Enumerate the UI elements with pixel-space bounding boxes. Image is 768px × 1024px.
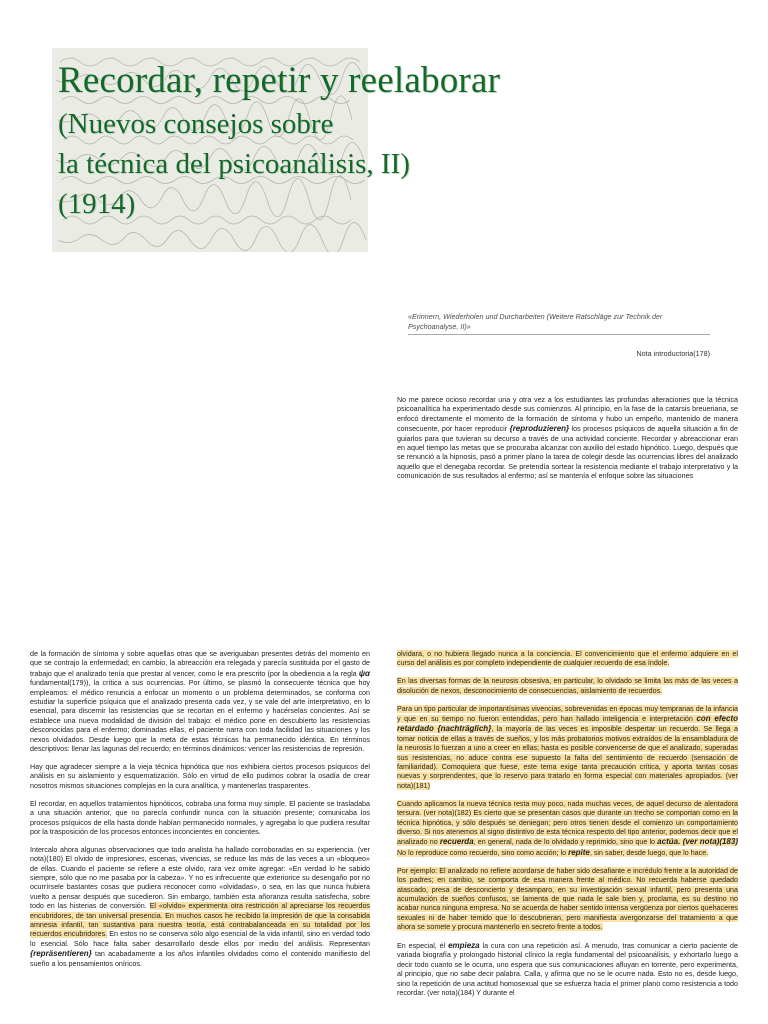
highlighted-passage: El «olvido» experimenta otra restricción al apreciarse los recuerdos encubridores, de tan universal presencia. En muchos casos he recibido la impresión de que la consabida amnesia infantil, tan sustantiva para nuestra teoría, está contrabalanceada en su totalidad por los recuerdos encubridores. bbox=[30, 902, 370, 939]
paragraph-highlighted: En las diversas formas de la neurosis obsesiva, en particular, lo olvidado se limita las más de las veces a disolución de nexos, desconocimiento de consecuencias, aislamiento de recuerdos. bbox=[397, 677, 738, 695]
psi-alpha-symbol: ψα bbox=[358, 668, 370, 678]
emphasis-term: {repräsentieren} bbox=[30, 949, 92, 959]
title-main: Recordar, repetir y reelaborar bbox=[58, 60, 501, 101]
document-title bbox=[58, 60, 500, 222]
title-subtitle-line-1: (Nuevos consejos sobre bbox=[58, 108, 334, 140]
title-subtitle-line-2: la técnica del psicoanálisis, II) bbox=[58, 148, 410, 180]
paragraph-highlighted: Cuando aplicamos la nueva técnica resta muy poco, nada muchas veces, de aquel decurso de alentadora tersura. (ver nota)(182) Es cierto que se presentan casos que durante un trecho se comportan como en la técnica hipnótica, y sólo después se deniegan; pero otros tienen desde el comienzo un comportamiento diverso. Si nos atenemos al signo distintivo de esta técnica respecto del tipo anterior, podemos decir que el analizado no recuerda, en general, nada de lo olvidado y reprimido, sino que lo actúa. (ver nota)(183) No lo reproduce como recuerdo, sino como acción; lo repite, sin saber, desde luego, que lo hace. bbox=[397, 799, 738, 857]
emphasis-term: empieza bbox=[448, 941, 480, 951]
emphasis-term: {reproduzieren} bbox=[509, 424, 570, 434]
right-column bbox=[397, 650, 738, 1007]
paragraph: En especial, él empieza la cura con una repetición así. A menudo, tras comunicar a cierto paciente de variada biografía y prolongado historial clínico la regla fundamental del psicoanálisis, y exhortarlo luego a decir todo cuanto se le ocurra, uno espera que sus comunicaciones afluyan en torrente, pero experimenta, al principio, que no sabe decir palabra. Calla, y afirma que no se le ocurre nada. Esto no es, desde luego, sino la repetición de una actitud homosexual que se esfuerza hacia el primer plano como resistencia a todo recordar. (ver nota)(184) Y durante el bbox=[397, 941, 738, 998]
paragraph-highlighted: Para un tipo particular de importantísimas vivencias, sobrevenidas en épocas muy tempranas de la infancia y que en su tiempo no fueron entendidas, pero han hallado inteligencia e interpretación con efecto retardado {nachträglich}, la mayoría de las veces es imposible despertar un recuerdo. Se llega a tomar noticia de ellas a través de sueños, y los más probatorios motivos extraídos de la ensambladura de la neurosis lo fuerzan a uno a creer en ellas; hasta es posible convencerse de que el analizado, superadas sus resistencias, no aduce contra ese supuesto la falta del sentimiento de recuerdo (sensación de familiaridad). Comoquiera que fuese, este tema exige tanta precaución crítica, y aporta tantas cosas nuevas y sorprendentes, que lo reservo para tratarlo en forma especial con materiales apropiados. (ver nota)(181) bbox=[397, 704, 738, 790]
paragraph: El recordar, en aquellos tratamientos hipnóticos, cobraba una forma muy simple. El paciente se trasladaba a una situación anterior, que no parecía confundir nunca con la situación presente; comunicaba los procesos psíquicos de ella hasta donde habían permanecido normales, y agregaba lo que pudiera resultar por la trasposición de los procesos entonces inconcientes en concientes. bbox=[30, 799, 370, 836]
paragraph-highlighted: olvidara, o no hubiera llegado nunca a la conciencia. El convencimiento que el enfermo adquiere en el curso del análisis es por completo independiente de cualquier recuerdo de esa índole. bbox=[397, 650, 738, 668]
emphasis-term: con efecto retardado {nachträglich} bbox=[397, 714, 738, 734]
paragraph: de la formación de síntoma y sobre aquellas otras que se averiguaban presentes detrás del momento en que se contrajo la enfermedad; en cambio, la abreacción era relegada y parecía sustituida por el gasto de trabajo que el analizado tenía que prestar al vencer, como le era prescrito (por la obediencia a la regla ψα fundamental(179)), la crítica a sus ocurrencias. Por último, se plasmó la consecuente técnica que hoy empleamos: el médico renuncia a enfocar un momento o un problema determinados, se conforma con estudiar la superficie psíquica que el analizado presenta cada vez, y se vale del arte interpretativo, en lo esencial, para discernir las resistencias que se recortan en el enfermo y hacérselas concientes. Así se establece una nueva modalidad de división del trabajo: el médico pone en descubierto las resistencias desconocidas para el enfermo; dominadas ellas, el paciente narra con toda facilidad las situaciones y los nexos olvidados. Desde luego que la meta de estas técnicas ha permanecido idéntica. En términos descriptivos: llenar las lagunas del recuerdo; en términos dinámicos: vencer las resistencias de represión. bbox=[30, 650, 370, 754]
title-year: (1914) bbox=[58, 188, 136, 220]
intro-paragraph: No me parece ocioso recordar una y otra vez a los estudiantes las profundas alteraciones que la técnica psicoanalítica ha experimentado desde sus comienzos. Al principio, en la fase de la catarsis breueriana, se enfocó directamente el momento de la formación de síntoma y hubo un empeño, mantenido de manera consecuente, por hacer reproducir {reproduzieren} los procesos psíquicos de aquella situación a fin de guiarlos para que tuvieran su decurso a través de una actividad conciente. Recordar y abreaccionar eran en aquel tiempo las metas que se procuraba alcanzar con auxilio del estado hipnótico. Luego, después que se renunció a la hipnosis, pasó a primer plano la tarea de colegir desde las ocurrencias libres del analizado aquello que el denegaba recordar. Se pretendía sortear la resistencia mediante el trabajo interpretativo y la comunicación de sus resultados al enfermo; así se mantenía el enfoque sobre las situaciones bbox=[397, 396, 739, 481]
paragraph-highlighted: Por ejemplo: El analizado no refiere acordarse de haber sido desafiante e incrédulo frente a la autoridad de los padres; en cambio, se comporta de esa manera frente al médico. No recuerda haberse quedado atascado, presa de desconcierto y desamparo, en su investigación sexual infantil, pero presenta una acumulación de sueños confusos, se lamenta de que nada le sale bien y, proclama, es su destino no acabar nunca ninguna empresa. No se acuerda de haber sentido intensa vergüenza por ciertos quehaceres sexuales ni de haber temido que lo descubrieran, pero manifiesta avergonzarse del tratamiento a que ahora se somete y procura mantenerlo en secreto frente a todos. bbox=[397, 866, 738, 932]
original-german-title: «Erinnern, Wiederholen und Durcharbeiten (Weitere Ratschläge zur Technik der Psychoanalyse, II)» bbox=[408, 312, 710, 335]
paragraph: Intercalo ahora algunas observaciones que todo analista ha hallado corroboradas en su experiencia. (ver nota)(180) El olvido de impresiones, escenas, vivencias, se reduce las más de las veces a un «bloqueo» de ellas. Cuando el paciente se refiere a este olvido, rara vez omite agregar: «En verdad lo he sabido siempre, sólo que no me pasaba por la cabeza». Y no es infrecuente que exteriorice su desengaño por no ocurrírsele bastantes cosas que pudiera reconocer como «olvidadas», o sea, en las que nunca hubiera vuelto a pensar después que sucedieron. Sin embargo, también esta añoranza resulta satisfecha, sobre todo en las histerias de conversión. El «olvido» experimenta otra restricción al apreciarse los recuerdos encubridores, de tan universal presencia. En muchos casos he recibido la impresión de que la consabida amnesia infantil, tan sustantiva para nuestra teoría, está contrabalanceada en su totalidad por los recuerdos encubridores. En estos no se conserva sólo algo esencial de la vida infantil, sino en verdad todo lo esencial. Sólo hace falta saber desarrollarlo desde ellos por medio del análisis. Representan {repräsentieren} tan acabadamente a los años infantiles olvidados como el contenido manifiesto del sueño a los pensamientos oníricos. bbox=[30, 845, 370, 968]
introductory-note-label: Nota introductoria(178) bbox=[636, 349, 710, 358]
paragraph: Hay que agradecer siempre a la vieja técnica hipnótica que nos exhibiera ciertos procesos psíquicos del análisis en su aislamiento y esquematización. Sólo en virtud de ello pudimos cobrar la osadía de crear nosotros mismos situaciones complejas en la cura analítica, y mantenerlas trasparentes. bbox=[30, 762, 370, 790]
left-column bbox=[30, 650, 370, 978]
